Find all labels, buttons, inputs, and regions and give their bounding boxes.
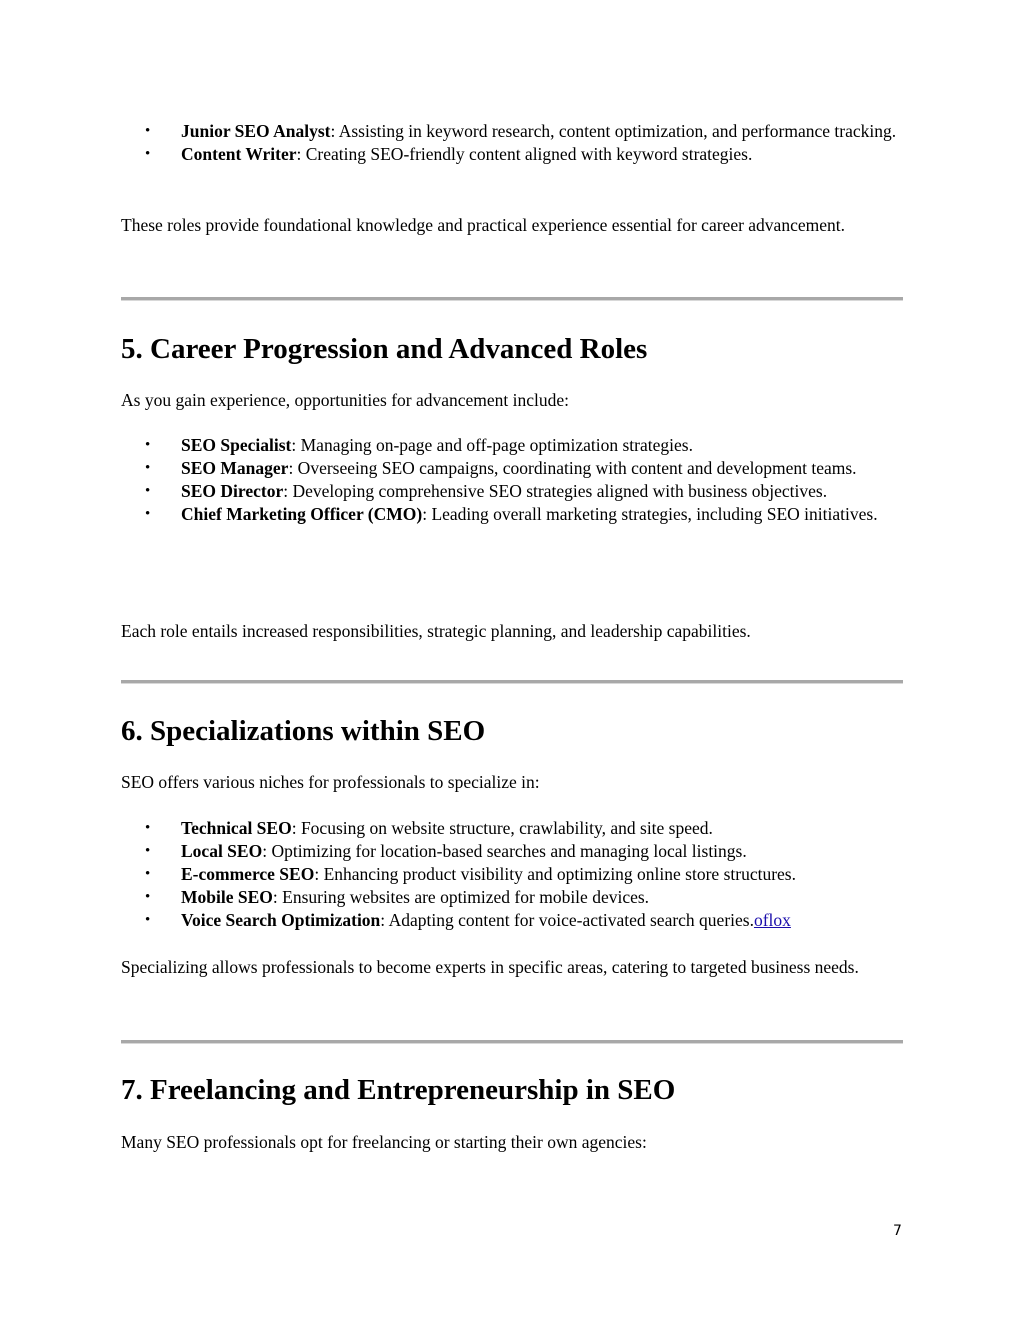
list-item-text: : Adapting content for voice-activated search queries. <box>380 910 754 930</box>
section-5-outro-wrap <box>121 619 903 643</box>
list-item-term: Mobile SEO <box>181 887 273 907</box>
bullet-icon: • <box>145 437 151 453</box>
section-outro: Specializing allows professionals to become experts in specific areas, catering to targeted business needs. <box>121 957 859 977</box>
list-item-term: Technical SEO <box>181 818 292 838</box>
section-5-list <box>121 434 903 526</box>
section-intro: SEO offers various niches for professionals to specialize in: <box>121 772 540 792</box>
list-item-term: Junior SEO Analyst <box>181 121 331 141</box>
horizontal-rule <box>121 1040 903 1044</box>
list-item-text: : Focusing on website structure, crawlability, and site speed. <box>291 818 713 838</box>
bullet-icon: • <box>145 820 151 836</box>
section-heading: 5. Career Progression and Advanced Roles <box>121 333 648 365</box>
list-item <box>121 457 903 480</box>
list-item-term: Voice Search Optimization <box>181 910 381 930</box>
list-item-text: : Optimizing for location-based searches and managing local listings. <box>262 841 747 861</box>
list-item <box>121 143 903 166</box>
bullet-icon: • <box>145 123 151 139</box>
section-7-heading-wrap <box>121 1072 903 1108</box>
list-item-term: Content Writer <box>181 144 297 164</box>
section-5-heading-wrap <box>121 331 903 367</box>
list-item-term: SEO Manager <box>181 458 289 478</box>
bullet-icon: • <box>145 889 151 905</box>
paragraph-roles <box>121 213 903 237</box>
section-heading: 7. Freelancing and Entrepreneurship in SEO <box>121 1074 676 1106</box>
list-item-text: : Developing comprehensive SEO strategies aligned with business objectives. <box>283 481 828 501</box>
section-7-intro-wrap <box>121 1130 903 1154</box>
bullet-icon: • <box>145 483 151 499</box>
paragraph: These roles provide foundational knowledge and practical experience essential for career advancement. <box>121 215 845 235</box>
list-item-text: : Overseeing SEO campaigns, coordinating with content and development teams. <box>288 458 857 478</box>
section-6-intro-wrap <box>121 770 903 794</box>
section-6-heading-wrap <box>121 713 903 749</box>
section-6-list <box>121 817 903 932</box>
list-item <box>121 480 903 503</box>
list-item-term: Local SEO <box>181 841 263 861</box>
oflox-link[interactable]: oflox <box>753 910 791 930</box>
list-item <box>121 886 903 909</box>
horizontal-rule <box>121 680 903 684</box>
section-5-intro-wrap <box>121 388 903 412</box>
section-outro: Each role entails increased responsibilities, strategic planning, and leadership capabilities. <box>121 621 751 641</box>
page-number: 7 <box>893 1223 902 1239</box>
list-item-text: : Enhancing product visibility and optimizing online store structures. <box>314 864 796 884</box>
list-item-text: : Ensuring websites are optimized for mobile devices. <box>272 887 650 907</box>
section-6-outro-wrap <box>121 955 903 979</box>
list-item-text: : Creating SEO-friendly content aligned with keyword strategies. <box>296 144 753 164</box>
section-heading: 6. Specializations within SEO <box>121 715 486 747</box>
horizontal-rule <box>121 297 903 301</box>
section-intro: As you gain experience, opportunities for advancement include: <box>121 390 570 410</box>
bullet-icon: • <box>145 460 151 476</box>
list-item <box>121 909 903 932</box>
list-item <box>121 434 903 457</box>
list-item-text: : Leading overall marketing strategies, including SEO initiatives. <box>422 504 878 524</box>
list-item-text: : Managing on-page and off-page optimization strategies. <box>291 435 693 455</box>
bullet-icon: • <box>145 912 151 928</box>
list-item-term: Chief Marketing Officer (CMO) <box>181 504 423 524</box>
section-intro: Many SEO professionals opt for freelancing or starting their own agencies: <box>121 1132 647 1152</box>
bullet-icon: • <box>145 146 151 162</box>
list-item <box>121 817 903 840</box>
bullet-icon: • <box>145 506 151 522</box>
list-item <box>121 120 903 143</box>
list-item-text: : Assisting in keyword research, content optimization, and performance tracking. <box>330 121 897 141</box>
list-top <box>121 120 903 166</box>
list-item <box>121 863 903 886</box>
bullet-icon: • <box>145 843 151 859</box>
list-item-term: SEO Specialist <box>181 435 292 455</box>
list-item <box>121 840 903 863</box>
list-item-term: SEO Director <box>181 481 284 501</box>
bullet-icon: • <box>145 866 151 882</box>
list-item <box>121 503 903 526</box>
list-item-term: E-commerce SEO <box>181 864 315 884</box>
